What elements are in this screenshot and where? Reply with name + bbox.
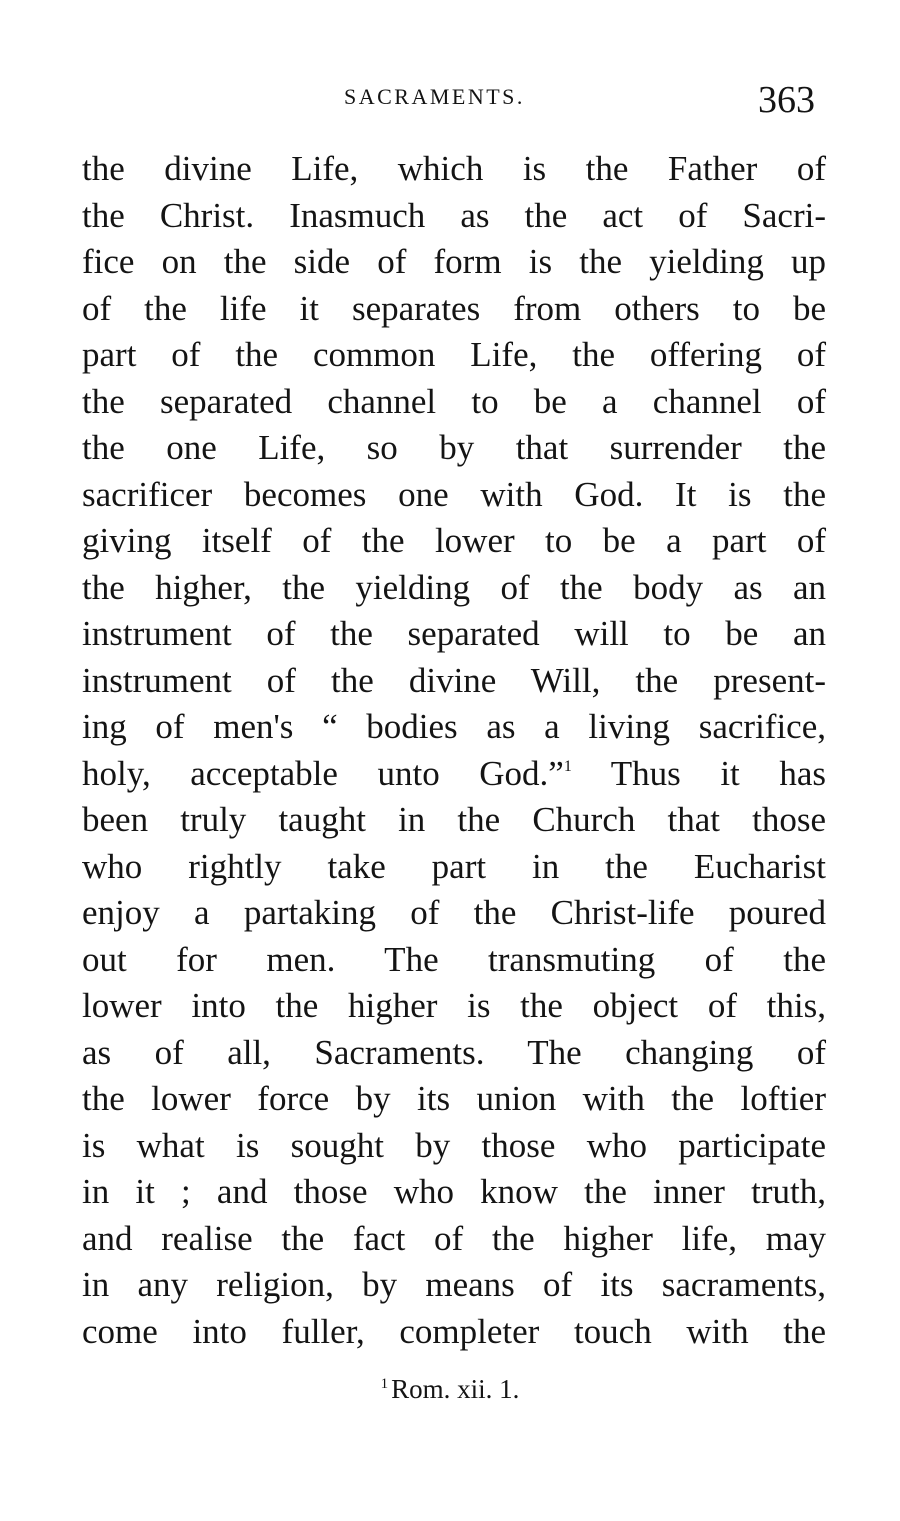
- text-line-with-footnote-ref: [82, 751, 826, 798]
- text-line: in it ; and those who know the inner truth,: [82, 1172, 826, 1211]
- running-title: SACRAMENTS.: [344, 84, 525, 109]
- text-line: out for men. The transmuting of the: [82, 939, 826, 979]
- text-line: come into fuller, completer touch with the: [82, 1311, 826, 1351]
- text-line: sacrificer becomes one with God. It is the: [82, 474, 826, 514]
- footnote-marker: 1: [380, 1376, 389, 1392]
- text-line: enjoy a partaking of the Christ-life poured: [82, 893, 826, 932]
- footnote-text: Rom. xii. 1.: [391, 1374, 520, 1404]
- text-line: instrument of the divine Will, the present-: [82, 660, 826, 700]
- running-header: [0, 78, 900, 121]
- body-text: [82, 146, 826, 1355]
- text-line-tail: Thus it has: [610, 753, 826, 793]
- text-line: instrument of the separated will to be an: [82, 614, 826, 653]
- text-line: is what is sought by those who participate: [82, 1125, 826, 1165]
- text-line: as of all, Sacraments. The changing of: [82, 1032, 826, 1072]
- text-line: the lower force by its union with the loftier: [82, 1079, 826, 1118]
- text-line: ing of men's “ bodies as a living sacrifice,: [82, 707, 826, 746]
- text-line: been truly taught in the Church that those: [82, 800, 826, 839]
- text-line: of the life it separates from others to be: [82, 288, 826, 328]
- text-line: giving itself of the lower to be a part of: [82, 521, 826, 560]
- text-line: fice on the side of form is the yielding up: [82, 242, 826, 281]
- text-line: the higher, the yielding of the body as an: [82, 567, 826, 607]
- text-line: the divine Life, which is the Father of: [82, 149, 826, 188]
- text-line: and realise the fact of the higher life, may: [82, 1218, 826, 1258]
- text-line: the one Life, so by that surrender the: [82, 428, 826, 467]
- text-line-head: holy, acceptable unto God.”: [82, 753, 564, 793]
- text-line: the Christ. Inasmuch as the act of Sacri-: [82, 195, 826, 235]
- footnote-reference: 1: [563, 757, 572, 775]
- text-line: in any religion, by means of its sacraments,: [82, 1265, 826, 1304]
- page-number: 363: [758, 79, 815, 121]
- text-line: lower into the higher is the object of this,: [82, 986, 826, 1025]
- footnote: [0, 1374, 900, 1405]
- text-line: the separated channel to be a channel of: [82, 381, 826, 421]
- text-line: part of the common Life, the offering of: [82, 335, 826, 374]
- text-line: who rightly take part in the Eucharist: [82, 846, 826, 886]
